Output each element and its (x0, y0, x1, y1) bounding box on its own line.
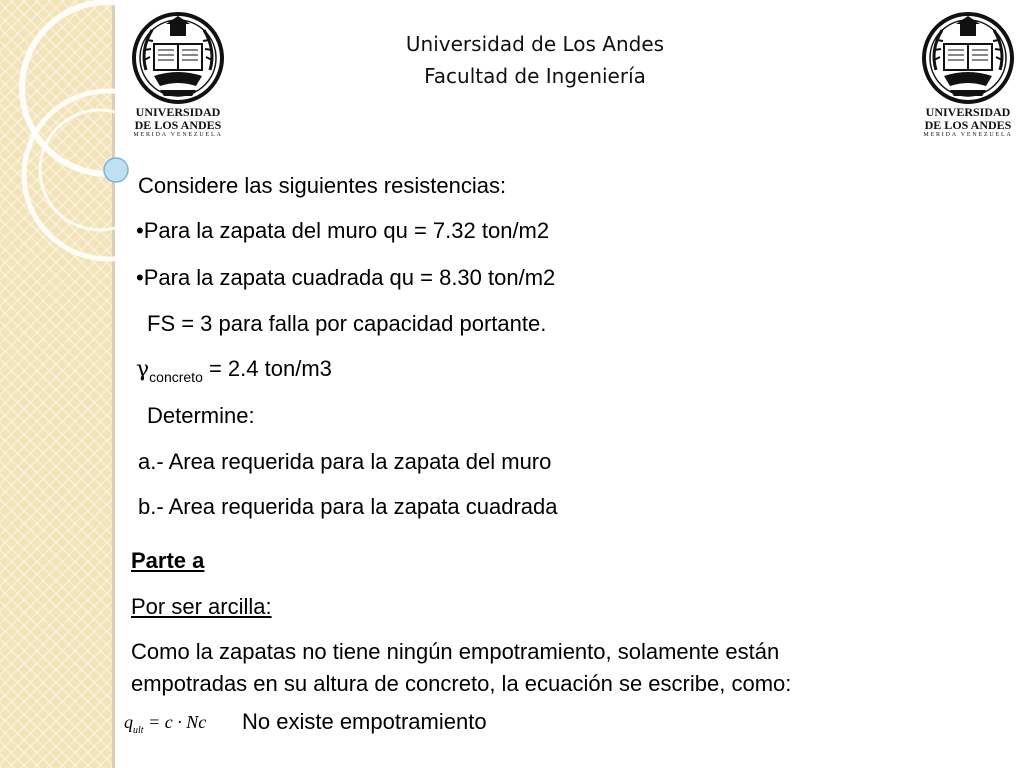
intro-line: Considere las siguientes resistencias: (138, 173, 507, 198)
university-logo-left (130, 10, 226, 150)
formula-subscript: ult (133, 725, 144, 736)
paragraph-line-1: Como la zapatas no tiene ningún empotramiento, solamente están (131, 639, 780, 664)
logo-line-2: DE LOS ANDES (924, 118, 1012, 132)
university-seal-icon (130, 10, 226, 106)
section-heading: Parte a (131, 548, 205, 573)
faculty-name: Facultad de Ingeniería (424, 64, 646, 88)
logo-line-1: UNIVERSIDAD (925, 105, 1011, 119)
logo-line-3: MERIDA VENEZUELA (133, 132, 223, 138)
paragraph-line-2: empotradas en su altura de concreto, la ecuación se escribe, como: (131, 671, 792, 696)
bullet-muro: •Para la zapata del muro qu = 7.32 ton/m2 (136, 218, 550, 243)
gamma-subscript: concreto (149, 369, 203, 385)
formula-rhs: = c · Nc (143, 712, 207, 732)
item-b: b.- Area requerida para la zapata cuadrada (138, 494, 558, 519)
logo-line-1: UNIVERSIDAD (135, 105, 221, 119)
no-embedment-note: No existe empotramiento (242, 709, 487, 734)
logo-line-3: MERIDA VENEZUELA (923, 132, 1013, 138)
item-a: a.- Area requerida para la zapata del muro (138, 449, 552, 474)
decorative-circles (0, 0, 140, 300)
unit-weight-value: = 2.4 ton/m3 (202, 356, 332, 381)
university-logo-right (920, 10, 1016, 150)
bearing-capacity-formula (124, 712, 207, 736)
university-seal-icon (920, 10, 1016, 106)
arcilla-line: Por ser arcilla: (131, 594, 272, 619)
formula-q: q (124, 712, 133, 732)
unit-weight-line (136, 356, 332, 385)
university-name: Universidad de Los Andes (405, 32, 665, 56)
determine-line: Determine: (147, 403, 255, 428)
logo-line-2: DE LOS ANDES (134, 118, 222, 132)
safety-factor-line: FS = 3 para falla por capacidad portante. (147, 311, 547, 336)
bullet-cuadrada: •Para la zapata cuadrada qu = 8.30 ton/m2 (136, 265, 556, 290)
gamma-symbol: γ (136, 357, 150, 382)
